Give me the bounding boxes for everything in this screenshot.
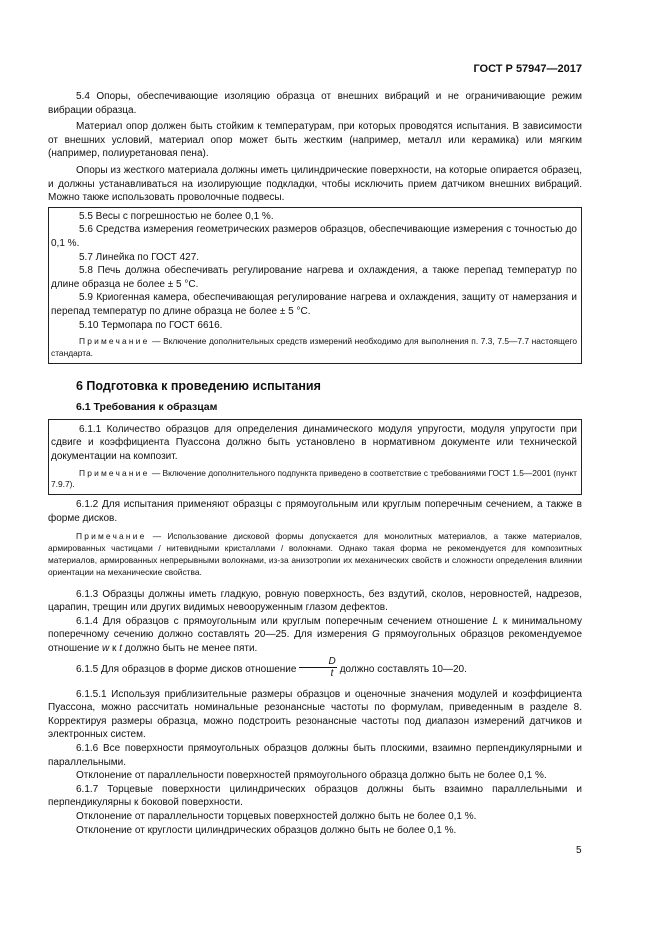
text-run: к — [109, 643, 120, 654]
paragraph-5-10: 5.10 Термопара по ГОСТ 6616. — [79, 319, 223, 331]
paragraph-5-7: 5.7 Линейка по ГОСТ 427. — [79, 251, 200, 263]
text-run: должно быть не менее пяти. — [122, 643, 258, 654]
amendment-box-instruments — [48, 207, 582, 364]
note-text: — Использование дисковой формы допускается для монолитных материалов, а также материалов, армированных частицами / нитевидными кристаллами / волокнами. Однако такая форма не рекомендуется для композитных материалов, армированных непрерывными волокнами, из-за анизотропии их механических свойств и сложности определения влиянии ориентации на механические свойства. — [48, 531, 582, 577]
variable-G: G — [371, 629, 380, 641]
paragraph-5-4: 5.4 Опоры, обеспечивающие изоляцию образца от внешних вибраций и не ограничивающие режим вибрации образца. — [48, 91, 582, 116]
paragraph-5-4-hard-supports: Опоры из жесткого материала должны иметь цилиндрические поверхности, на которые опирается образец, и должны устанавливаться на изолирующие подкладки, чтобы исключить прием датчиком внешних вибраций. Можно также использовать проволочные подвесы. — [48, 164, 582, 204]
text-run: должно составлять 10—20. — [339, 663, 467, 675]
page-content — [48, 90, 582, 837]
note-text: — Включение дополнительного подпункта приведено в соответствие с требованиями ГОСТ 1.5—2001 (пункт 7.9.7). — [51, 467, 577, 490]
variable-w: w — [102, 643, 110, 654]
paragraph-6-1-2: 6.1.2 Для испытания применяют образцы с прямоугольным или круглым поперечным сечением, а также в форме дисков. — [48, 499, 582, 524]
paragraph-6-1-5-1: 6.1.5.1 Используя приблизительные размеры образцов и оценочные значения модулей и коэффициента Пуассона, можно рассчитать номинальные резонансные частоты по формулам, приведенным в разделе 8. Корректируя размеры образца, можно подстроить резонансные частоты под диапазон измерений датчиков и электронных систем. — [48, 688, 582, 741]
note-text: — Включение дополнительных средств измерений необходимо для выполнения п. 7.3, 7.5—7.7 настоящего стандарта. — [51, 336, 577, 358]
paragraph-6-1-4 — [48, 615, 582, 656]
note-specimens — [51, 468, 577, 492]
paragraph-6-1-7: 6.1.7 Торцевые поверхности цилиндрических образцов должны быть взаимно параллельными и перпендикулярны к боковой поверхности. — [48, 783, 582, 809]
fraction-denominator: t — [330, 667, 334, 679]
paragraph-6-1-1: 6.1.1 Количество образцов для определения динамического модуля упругости, модуля упругости при сдвиге и коэффициента Пуассона должно быть установлено в нормативном документе или технической документации на композит. — [51, 423, 577, 463]
paragraph-6-1-7-deviation-round: Отклонение от круглости цилиндрических образцов должно быть не более 0,1 %. — [76, 824, 457, 836]
fraction-D-over-t — [299, 656, 336, 679]
paragraph-5-5: 5.5 Весы с погрешностью не более 0,1 %. — [79, 210, 274, 222]
subsection-6-1-title: 6.1 Требования к образцам — [76, 401, 218, 414]
page-number: 5 — [576, 845, 582, 856]
paragraph-6-1-6: 6.1.6 Все поверхности прямоугольных образцов должны быть плоскими, взаимно перпендикулярными и параллельными. — [48, 742, 582, 768]
note-label: Примечание — [79, 336, 150, 347]
amendment-box-specimens — [48, 419, 582, 495]
text-run: к минимальному поперечному сечению должно составлять 20—25. Для измерения — [48, 615, 582, 641]
note-instruments — [51, 336, 577, 360]
variable-L: L — [492, 615, 499, 627]
text-run: 6.1.4 Для образцов с прямоугольным или круглым поперечным сечением отношение — [76, 615, 493, 627]
section-6-title: 6 Подготовка к проведению испытания — [76, 378, 321, 393]
note-label: Примечание — [76, 531, 147, 542]
note-disc-form — [48, 531, 582, 578]
text-run: прямоугольных образцов рекомендуемое отношение — [48, 629, 583, 654]
paragraph-5-4-material: Материал опор должен быть стойким к температурам, при которых проводятся испытания. В зависимости от внешних условий, материал опор может быть жестким (например, металл или керамика) или мягким (например, полиуретановая пена). — [48, 121, 582, 160]
paragraph-5-6: 5.6 Средства измерения геометрических размеров образцов, обеспечивающие измерения с точностью до 0,1 %. — [51, 224, 577, 249]
text-run: 6.1.5 Для образцов в форме дисков отношение — [76, 663, 297, 675]
document-header: ГОСТ Р 57947—2017 — [473, 63, 582, 75]
paragraph-5-8: 5.8 Печь должна обеспечивать регулирование нагрева и охлаждения, а также перепад температур по длине образца не более ± 5 °С. — [51, 265, 577, 290]
paragraph-6-1-7-deviation-parallel: Отклонение от параллельности торцевых поверхностей должно быть не более 0,1 %. — [76, 810, 477, 822]
note-label: Примечание — [79, 467, 150, 478]
fraction-numerator: D — [299, 656, 336, 668]
variable-t: t — [119, 643, 122, 654]
paragraph-6-1-6-deviation: Отклонение от параллельности поверхностей прямоугольного образца должно быть не более 0,1 %. — [76, 770, 547, 782]
paragraph-6-1-3: 6.1.3 Образцы должны иметь гладкую, ровную поверхность, без вздутий, сколов, неровностей, надрезов, царапин, трещин или других видимых невооруженным глазом дефектов. — [48, 588, 582, 614]
paragraph-5-9: 5.9 Криогенная камера, обеспечивающая регулирование нагрева и охлаждения, защиту от намерзания и перепад температур по длине образца не более ± 5 °С. — [51, 292, 577, 317]
paragraph-6-1-5 — [48, 655, 582, 679]
